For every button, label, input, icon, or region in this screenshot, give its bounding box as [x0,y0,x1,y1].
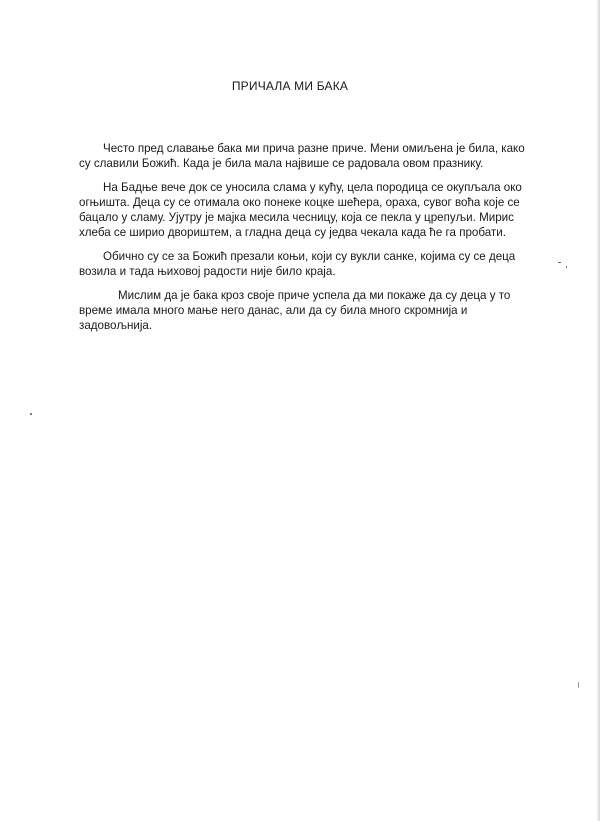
scan-speck [30,413,32,415]
document-title: ПРИЧАЛА МИ БАКА [231,79,349,93]
document-body [79,141,537,342]
scan-speck [578,682,579,688]
paragraph-3: Обично су се за Божић презали коњи, који су вукли санке, којима су се деца возила и тада њиховој радости није било краја. [79,250,516,278]
scan-speck [558,262,561,263]
paragraph-2: На Бадње вече док се уносила слама у кућу, цела породица се окупљала око огњишта. Деца су се отимала око понеке коцке шећера, ораха, сувог воћа које се бацало у сламу. Ујутру је мајка месила чесницу, која се пекла у црепуљи. Мирис хлеба се ширио двориштем, а гладна деца су једва чекала када ће га пробати. [79,181,522,239]
paragraph-4: Мислим да је бака кроз своје приче успела да ми покаже да су деца у то време имала много мање него данас, али да су била много скромнија и задовољнија. [79,289,511,332]
scan-speck [566,266,567,268]
paragraph-1: Често пред славање бака ми прича разне приче. Мени омиљена је била, како су славили Божић. Када је била мала највише се радовала овом празнику. [79,142,525,170]
